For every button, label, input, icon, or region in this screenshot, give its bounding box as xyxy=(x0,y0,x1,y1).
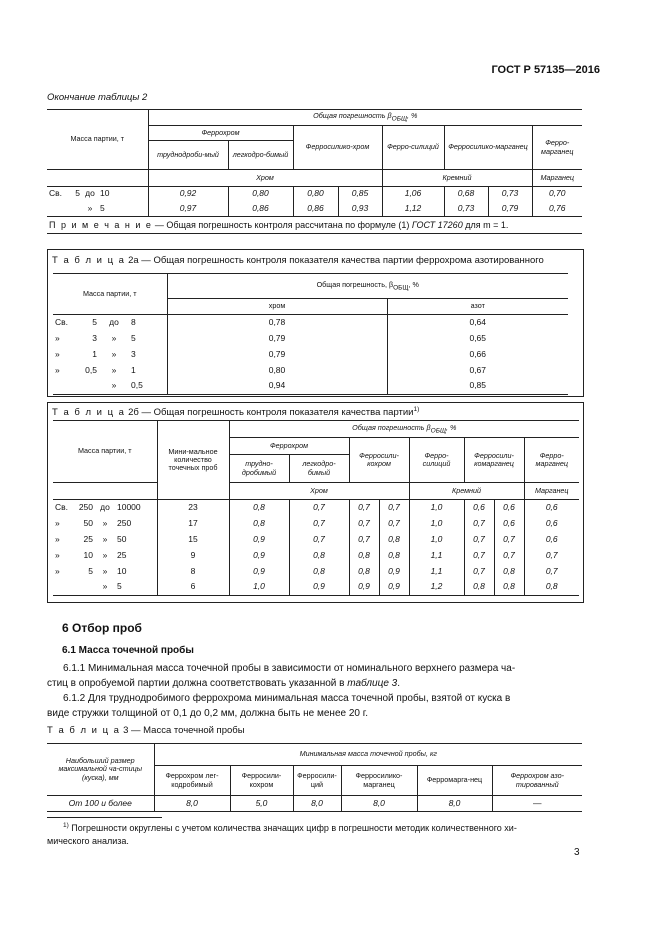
t2b-header-fc-hard: трудно-дробимый xyxy=(229,455,289,483)
range-prefix: Св. xyxy=(47,187,66,202)
t2b-header-mass: Масса партии, т xyxy=(53,421,157,483)
range-prefix: » xyxy=(55,533,60,544)
t2-header-ferrochrome: Феррохром xyxy=(148,126,293,141)
table-row xyxy=(53,516,579,532)
value-cell: 0,9 xyxy=(229,532,289,548)
table-2 xyxy=(47,109,582,234)
range-prefix: » xyxy=(55,517,60,528)
range-sep: » xyxy=(102,533,108,544)
range-to: 10000 xyxy=(115,500,157,516)
value-cell: 0,64 xyxy=(387,315,568,331)
value-cell: 0,8 xyxy=(349,548,379,564)
t2b-header-ferrosilicon: Ферро-силиций xyxy=(409,438,464,483)
min-sample-count: 15 xyxy=(157,532,229,548)
range-from: 1 xyxy=(92,348,97,359)
value-cell: 1,1 xyxy=(409,564,464,580)
section-6-1-title: 6.1 Масса точечной пробы xyxy=(62,645,194,656)
value-cell: 0,7 xyxy=(494,532,524,548)
footnote: $^{1)}$ Погрешности округлены с учетом количества значащих цифр в погрешности методик количественного хи- мического анализа. xyxy=(47,822,517,846)
range-to: 50 xyxy=(115,532,157,548)
value-cell: 0,8 xyxy=(494,564,524,580)
value-cell: 0,8 xyxy=(289,564,349,580)
range-sep: до xyxy=(99,315,129,331)
range-from: 10 xyxy=(83,549,93,560)
range-sep: » xyxy=(82,202,98,217)
range-sep: до xyxy=(95,500,115,516)
footnote-rule xyxy=(47,817,162,818)
value-cell: 0,76 xyxy=(532,202,582,217)
value-cell: 0,6 xyxy=(524,500,579,516)
t2b-header-ferromanganese: Ферро-марганец xyxy=(524,438,579,483)
t2a-header-nitrogen: азот xyxy=(387,299,568,315)
t3-cell: 8,0 xyxy=(341,796,417,812)
value-cell: 0,8 xyxy=(524,580,579,596)
value-cell: 1,0 xyxy=(409,532,464,548)
value-cell: 0,9 xyxy=(229,564,289,580)
value-cell: 0,9 xyxy=(229,548,289,564)
table-row xyxy=(47,187,582,202)
value-cell: 0,80 xyxy=(167,363,387,379)
range-sep: » xyxy=(111,364,117,375)
t2-header-total: Общая погрешность $\beta_{ОБЩ}$, % xyxy=(148,110,582,126)
value-cell: 1,1 xyxy=(409,548,464,564)
t2b-header-total: Общая погрешность $\beta_{ОБЩ}$, % xyxy=(229,421,579,438)
t3-header-ferrosilicon: Ферросили-ций xyxy=(293,766,341,796)
range-prefix xyxy=(53,580,75,596)
table-2b-title: Т а б л и ц а 2б — Общая погрешность контроля показателя качества партии$^{1)}$ xyxy=(52,406,420,419)
range-from: 0,5 xyxy=(85,364,97,375)
standard-code: ГОСТ Р 57135—2016 xyxy=(491,64,600,76)
value-cell: 1,12 xyxy=(382,202,444,217)
range-to: 25 xyxy=(115,548,157,564)
range-from xyxy=(75,580,95,596)
t3-cell: 8,0 xyxy=(293,796,341,812)
range-sep: » xyxy=(95,580,115,596)
t2-group-manganese: Марганец xyxy=(532,170,582,187)
value-cell: 0,7 xyxy=(289,516,349,532)
value-cell: 0,85 xyxy=(338,187,382,202)
value-cell: 0,6 xyxy=(494,516,524,532)
value-cell: 0,68 xyxy=(444,187,488,202)
value-cell: 0,8 xyxy=(229,516,289,532)
value-cell: 0,7 xyxy=(349,516,379,532)
t3-header-min-mass: Минимальная масса точечной пробы, кг xyxy=(154,744,582,766)
range-to: 10 xyxy=(98,187,148,202)
value-cell: 0,8 xyxy=(229,500,289,516)
table-row xyxy=(53,564,579,580)
table-row xyxy=(53,379,568,395)
table-2a xyxy=(53,273,568,395)
t2-group-silicon: Кремний xyxy=(382,170,532,187)
value-cell: 0,7 xyxy=(524,564,579,580)
t3-header-size: Наибольший размер максимальной ча-стицы (куска), мм xyxy=(47,744,154,796)
t2-header-mass: Масса партии, т xyxy=(47,110,148,170)
section-6-title: 6 Отбор проб xyxy=(62,621,142,635)
value-cell: 0,9 xyxy=(379,580,409,596)
t2-note: П р и м е ч а н и е — Общая погрешность контроля рассчитана по формуле (1) ГОСТ 17260 для m = 1. xyxy=(47,217,582,234)
t2-header-fc-easy: легкодро-бимый xyxy=(228,141,293,170)
value-cell: 0,97 xyxy=(148,202,228,217)
table-row xyxy=(47,202,582,217)
t2b-header-ferrosilicomanganese: Ферросили-комарганец xyxy=(464,438,524,483)
t2-header-ferrosilicon: Ферро-силиций xyxy=(382,126,444,170)
t2-header-ferrosilicomanganese: Ферросилико-марганец xyxy=(444,126,532,170)
value-cell: 0,65 xyxy=(387,331,568,347)
table-2b-frame xyxy=(47,402,584,603)
range-from: 25 xyxy=(83,533,93,544)
t2b-header-min-count: Мини-мальное количество точечных проб xyxy=(157,421,229,500)
range-sep: » xyxy=(102,549,108,560)
value-cell: 0,86 xyxy=(228,202,293,217)
para-6-1-2-cont: виде стружки толщиной от 0,1 до 0,2 мм, должна быть не менее 20 г. xyxy=(47,708,368,719)
t2b-group-silicon: Кремний xyxy=(409,483,524,500)
value-cell: 0,9 xyxy=(379,564,409,580)
table-row xyxy=(53,331,568,347)
t2b-group-chrome: Хром xyxy=(229,483,409,500)
value-cell: 1,0 xyxy=(409,500,464,516)
t3-header-fc-easy: Феррохром лег-кодробимый xyxy=(154,766,230,796)
table-2a-frame xyxy=(47,249,584,397)
table-row xyxy=(53,500,579,516)
min-sample-count: 23 xyxy=(157,500,229,516)
min-sample-count: 17 xyxy=(157,516,229,532)
section-6-text xyxy=(47,661,587,721)
table-row xyxy=(53,363,568,379)
value-cell: 0,7 xyxy=(464,564,494,580)
value-cell: 1,0 xyxy=(409,516,464,532)
value-cell: 0,7 xyxy=(464,548,494,564)
value-cell: 0,7 xyxy=(464,532,494,548)
value-cell: 0,8 xyxy=(464,580,494,596)
value-cell: 0,7 xyxy=(349,532,379,548)
range-to: 10 xyxy=(115,564,157,580)
range-prefix xyxy=(53,379,77,395)
para-6-1-1: 6.1.1 Минимальная масса точечной пробы в зависимости от номинального верхнего размера ча- xyxy=(63,663,516,674)
value-cell: 0,8 xyxy=(494,580,524,596)
range-to: 3 xyxy=(129,347,167,363)
table-row xyxy=(53,532,579,548)
value-cell: 0,8 xyxy=(379,532,409,548)
value-cell: 0,79 xyxy=(167,347,387,363)
t3-header-ferrosilicomanganese: Ферросилико-марганец xyxy=(341,766,417,796)
range-from: 5 xyxy=(66,187,82,202)
value-cell: 1,2 xyxy=(409,580,464,596)
value-cell: 0,73 xyxy=(444,202,488,217)
value-cell: 0,94 xyxy=(167,379,387,395)
t2b-group-manganese: Марганец xyxy=(524,483,579,500)
range-to: 8 xyxy=(129,315,167,331)
t3-cell: 5,0 xyxy=(230,796,293,812)
value-cell: 1,06 xyxy=(382,187,444,202)
value-cell: 1,0 xyxy=(229,580,289,596)
range-prefix: Св. xyxy=(53,500,75,516)
value-cell: 0,6 xyxy=(524,532,579,548)
range-to: 250 xyxy=(115,516,157,532)
t2b-header-ferrochrome: Феррохром xyxy=(229,438,349,455)
value-cell: 0,79 xyxy=(488,202,532,217)
range-from: 5 xyxy=(77,315,99,331)
value-cell: 0,6 xyxy=(524,516,579,532)
min-sample-count: 6 xyxy=(157,580,229,596)
t3-cell: 8,0 xyxy=(417,796,492,812)
range-prefix: Св. xyxy=(53,315,77,331)
para-6-1-1-cont: стиц в опробуемой партии должна соответствовать указанной в таблице 3. xyxy=(47,678,401,689)
value-cell: 0,7 xyxy=(349,500,379,516)
table-row xyxy=(53,347,568,363)
range-sep: до xyxy=(82,187,98,202)
range-prefix: » xyxy=(55,348,60,359)
value-cell: 0,73 xyxy=(488,187,532,202)
t3-header-ferrosilicochrome: Ферросили-кохром xyxy=(230,766,293,796)
t3-header-ferromanganese: Ферромарга-нец xyxy=(417,766,492,796)
range-prefix: » xyxy=(55,565,60,576)
value-cell: 0,70 xyxy=(532,187,582,202)
range-to: 5 xyxy=(129,331,167,347)
range-prefix xyxy=(47,202,66,217)
range-prefix: » xyxy=(55,364,60,375)
range-from: 3 xyxy=(92,332,97,343)
value-cell: 0,6 xyxy=(494,500,524,516)
range-sep: » xyxy=(102,517,108,528)
range-sep: » xyxy=(99,379,129,395)
range-from xyxy=(66,202,82,217)
range-from: 250 xyxy=(75,500,95,516)
value-cell: 0,80 xyxy=(293,187,338,202)
t2b-header-ferrosilicochrome: Ферросили-кохром xyxy=(349,438,409,483)
value-cell: 0,7 xyxy=(379,500,409,516)
t2b-header-fc-easy: легкодро-бимый xyxy=(289,455,349,483)
value-cell: 0,7 xyxy=(464,516,494,532)
table-row xyxy=(53,315,568,331)
value-cell: 0,85 xyxy=(387,379,568,395)
range-to: 5 xyxy=(98,202,148,217)
value-cell: 0,8 xyxy=(349,564,379,580)
t3-cell: — xyxy=(492,796,582,812)
value-cell: 0,92 xyxy=(148,187,228,202)
value-cell: 0,9 xyxy=(349,580,379,596)
t2-group-chrome: Хром xyxy=(148,170,382,187)
t2-header-fc-hard: труднодроби-мый xyxy=(148,141,228,170)
range-to: 5 xyxy=(115,580,157,596)
range-to: 0,5 xyxy=(129,379,167,395)
value-cell: 0,8 xyxy=(379,548,409,564)
t2-header-ferromanganese: Ферро-марганец xyxy=(532,126,582,170)
value-cell: 0,9 xyxy=(289,580,349,596)
table-2-caption: Окончание таблицы 2 xyxy=(47,92,148,103)
range-from: 5 xyxy=(88,565,93,576)
t2a-header-total: Общая погрешность, $\beta_{ОБЩ}$, % xyxy=(167,274,568,299)
table-3 xyxy=(47,743,582,812)
range-to: 1 xyxy=(129,363,167,379)
table-3-title: Т а б л и ц а 3 — Масса точечной пробы xyxy=(47,725,245,736)
table-2b xyxy=(53,420,579,596)
value-cell: 0,7 xyxy=(494,548,524,564)
table-row xyxy=(53,580,579,596)
value-cell: 0,8 xyxy=(289,548,349,564)
range-sep: » xyxy=(111,348,117,359)
min-sample-count: 8 xyxy=(157,564,229,580)
value-cell: 0,80 xyxy=(228,187,293,202)
value-cell: 0,86 xyxy=(293,202,338,217)
page-number: 3 xyxy=(574,847,580,858)
t2-header-ferrosilicochrome: Ферросилико-хром xyxy=(293,126,382,170)
range-sep: » xyxy=(102,565,108,576)
value-cell: 0,79 xyxy=(167,331,387,347)
value-cell: 0,67 xyxy=(387,363,568,379)
range-from: 50 xyxy=(83,517,93,528)
table-row xyxy=(53,548,579,564)
value-cell: 0,66 xyxy=(387,347,568,363)
value-cell: 0,7 xyxy=(289,532,349,548)
value-cell: 0,78 xyxy=(167,315,387,331)
table-2a-title: Т а б л и ц а 2а — Общая погрешность контроля показателя качества партии феррохрома азотированного xyxy=(52,255,544,266)
range-prefix: » xyxy=(55,332,60,343)
min-sample-count: 9 xyxy=(157,548,229,564)
value-cell: 0,93 xyxy=(338,202,382,217)
value-cell: 0,7 xyxy=(379,516,409,532)
t3-header-fc-nitrided: Феррохром азо-тированный xyxy=(492,766,582,796)
range-prefix: » xyxy=(55,549,60,560)
para-6-1-2: 6.1.2 Для труднодробимого феррохрома минимальная масса точечной пробы, взятой от куска в xyxy=(63,693,511,704)
range-from xyxy=(77,379,99,395)
t2a-header-chrome: хром xyxy=(167,299,387,315)
value-cell: 0,6 xyxy=(464,500,494,516)
t3-cell: 8,0 xyxy=(154,796,230,812)
range-sep: » xyxy=(111,332,117,343)
value-cell: 0,7 xyxy=(524,548,579,564)
t2a-header-mass: Масса партии, т xyxy=(53,274,167,315)
t3-row-label: От 100 и более xyxy=(47,796,154,812)
value-cell: 0,7 xyxy=(289,500,349,516)
